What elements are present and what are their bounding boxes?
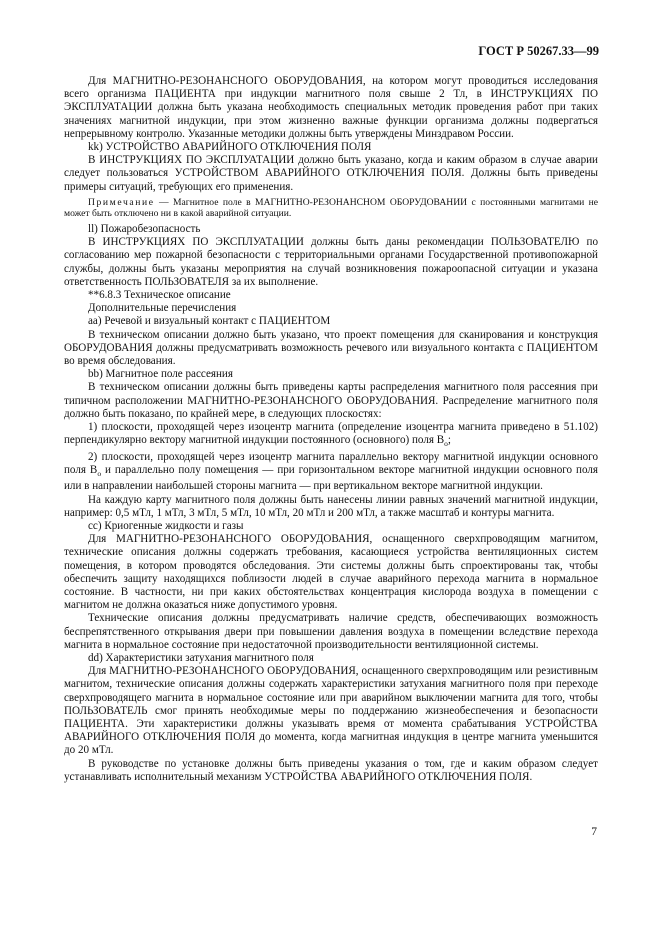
item-bb-title: bb) Магнитное поле рассеяния [88,368,233,381]
item-kk-title: kk) УСТРОЙСТВО АВАРИЙНОГО ОТКЛЮЧЕНИЯ ПОЛЯ [88,141,372,154]
item-dd-text: Для МАГНИТНО-РЕЗОНАНСНОГО ОБОРУДОВАНИЯ, оснащенного сверхпроводящим или резистивным магнитом, технические описания должны содержать характеристики затухания магнитного поля при переходе сверхпроводящего магнита в нормальное состояние или при аварийном выключении магнита для того, чтобы ПОЛЬЗОВАТЕЛЬ смог принять необходимые меры по поддержанию жизнеобеспечения и безопасности ПАЦИЕНТА. Эти характеристики должны указывать время от момента срабатывания УСТРОЙСТВА АВАРИЙНОГО ОТКЛЮЧЕНИЯ ПОЛЯ до момента, когда магнитная индукция в центре магнита уменьшится до 20 мТл. [64,665,598,757]
item-aa-title: aa) Речевой и визуальный контакт с ПАЦИЕНТОМ [88,315,331,328]
note-label: Примечание [88,196,155,208]
paragraph-mr-equipment: Для МАГНИТНО-РЕЗОНАНСНОГО ОБОРУДОВАНИЯ, на котором могут проводиться исследования всего организма ПАЦИЕНТА при индукции магнитного поля свыше 2 Тл, в ИНСТРУКЦИЯХ ПО ЭКСПЛУАТАЦИИ должна быть указана необходимость специальных методик проведения работ при таких значениях магнитной индукции, при этом жизненно важные функции организма должны подвергаться непрерывному контролю. Указанные методики должны быть утверждены Минздравом России. [64,75,598,140]
document-body [64,75,598,784]
plane-2-subscript: o [97,469,102,479]
section-6-8-3-title: **6.8.3 Техническое описание [88,289,231,302]
extra-enumerations-label: Дополнительные перечисления [88,302,237,315]
item-ll-text: В ИНСТРУКЦИЯХ ПО ЭКСПЛУАТАЦИИ должны быть даны рекомендации ПОЛЬЗОВАТЕЛЮ по согласованию мер пожарной безопасности с территориальными органами Государственной противопожарной службы, должны быть указаны мероприятия на случай возникновения пожароопасной ситуации и указана ответственность ПОЛЬЗОВАТЕЛЯ за их выполнение. [64,236,598,288]
item-bb-plane-1 [64,421,598,451]
item-bb-text-2: На каждую карту магнитного поля должны быть нанесены линии равных значений магнитной индукции, например: 0,5 мТл, 1 мТл, 3 мТл, 5 мТл, 10 мТл, 20 мТл и 200 мТл, а также масштаб и контуры магнита. [64,493,598,519]
item-cc-title: cc) Криогенные жидкости и газы [88,519,244,532]
item-aa-text: В техническом описании должно быть указано, что проект помещения для сканирования и конструкция ОБОРУДОВАНИЯ должны предусматривать возможность речевого или визуального контакта с ПАЦИЕНТОМ во время обследования. [64,328,598,368]
item-bb-plane-2 [64,451,598,494]
plane-2-text: 2) плоскости, проходящей через изоцентр магнита параллельно вектору магнитной индукции основного поля B [64,450,598,476]
plane-1-subscript: o [444,439,448,449]
document-code-header: ГОСТ Р 50267.33—99 [478,44,599,58]
item-kk-text: В ИНСТРУКЦИЯХ ПО ЭКСПЛУАТАЦИИ должно быть указано, когда и каким образом в случае аварии следует пользоваться УСТРОЙСТВОМ АВАРИЙНОГО ОТКЛЮЧЕНИЯ ПОЛЯ. Должны быть приведены примеры ситуаций, требующих его применения. [64,154,598,193]
item-cc-text-2: Технические описания должны предусматривать наличие средств, обеспечивающих возможность беспрепятственного открывания двери при повышении давления воздуха в помещении вследствие перехода магнита в нормальное состояние при недостаточной производительности вентиляционной системы. [64,612,598,651]
note-text: — Магнитное поле в МАГНИТНО-РЕЗОНАНСНОМ ОБОРУДОВАНИИ с постоянными магнитами не может быть отключено ни в какой аварийной ситуации. [64,196,598,220]
page-number: 7 [591,826,597,838]
item-bb-text: В техническом описании должны быть приведены карты распределения магнитного поля рассеяния при типичном расположении МАГНИТНО-РЕЗОНАНСНОГО ОБОРУДОВАНИЯ. Распределение магнитного поля должно быть показано, по крайней мере, в следующих плоскостях: [64,381,598,420]
item-dd-text-2: В руководстве по установке должны быть приведены указания о том, где и каким образом следует устанавливать исполнительный механизм УСТРОЙСТВА АВАРИЙНОГО ОТКЛЮЧЕНИЯ ПОЛЯ. [64,757,598,783]
item-cc-text: Для МАГНИТНО-РЕЗОНАНСНОГО ОБОРУДОВАНИЯ, оснащенного сверхпроводящим магнитом, технические описания должны содержать требования, касающиеся устройства вентиляционных систем помещения, в котором проводятся обследования. Эти системы должны быть спроектированы так, чтобы обеспечить защиту находящихся поблизости людей в случае аварийного перехода магнита в нормальное состояние. В частности, ни при каких обстоятельствах концентрация кислорода воздуха в помещении с магнитом не должна оказаться ниже допустимого уровня. [64,533,598,612]
item-dd-title: dd) Характеристики затухания магнитного поля [88,651,314,664]
plane-1-end: ; [447,434,451,447]
item-ll-title: ll) Пожаробезопасность [88,223,201,236]
note [64,197,598,220]
plane-1-text: 1) плоскости, проходящей через изоцентр магнита (определение изоцентра магнита приведено в 51.102) перпендикулярно вектору магнитной индукции постоянного (основного) поля B [64,421,598,447]
plane-2-end: и параллельно полу помещения — при горизонтальном векторе магнитной индукции основного поля или в направлении наибольшей стороны магнита — при вертикальном векторе магнитной индукции. [64,463,599,493]
